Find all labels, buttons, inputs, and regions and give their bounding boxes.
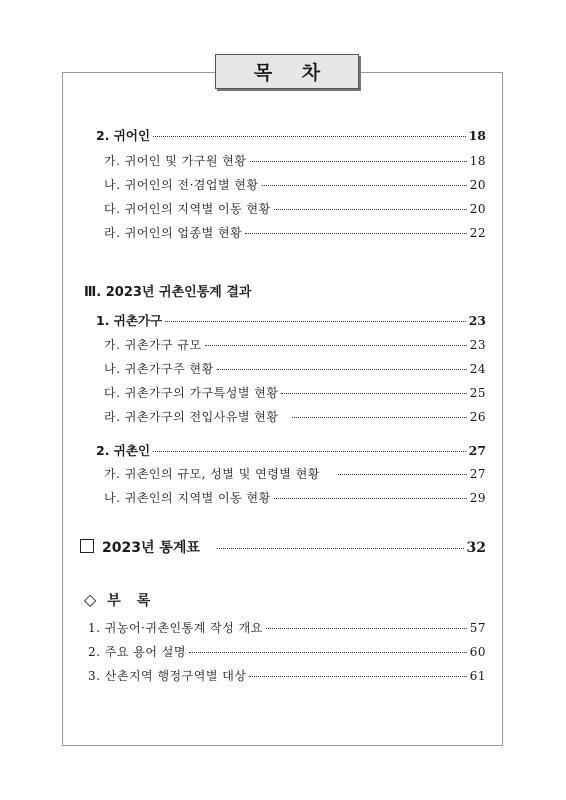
dot-leader: [281, 393, 466, 394]
dot-leader: [249, 676, 466, 677]
toc-item-row[interactable]: [104, 408, 486, 425]
toc-item-label: 나. 귀촌인의 지역별 이동 현황: [104, 491, 271, 505]
chapter-heading[interactable]: Ⅲ. 2023년 귀촌인통계 결과: [84, 285, 252, 300]
toc-section-row[interactable]: [96, 441, 486, 459]
appendix-item-label: 3. 산촌지역 행정구역별 대상: [88, 669, 247, 683]
toc-page-number: 26: [469, 410, 486, 424]
toc-page-number: 27: [468, 443, 486, 458]
toc-item-row[interactable]: [104, 200, 486, 217]
toc-item-row[interactable]: [104, 465, 486, 482]
toc-item-label: 가. 귀촌인의 규모, 성별 및 연령별 현황: [104, 467, 320, 481]
toc-item-label: 가. 귀촌가구 규모: [104, 338, 202, 352]
dot-leader: [262, 185, 467, 186]
toc-item-label: 다. 귀어인의 지역별 이동 현황: [104, 202, 271, 216]
toc-page-number: 25: [469, 386, 486, 400]
appendix-item-row[interactable]: [88, 667, 486, 684]
appendix-heading-row[interactable]: [84, 590, 156, 610]
toc-item-row[interactable]: [104, 384, 486, 401]
appendix-item-row[interactable]: [88, 619, 486, 636]
toc-title: 목 차: [253, 62, 332, 84]
appendix-item-label: 1. 귀농어·귀촌인통계 작성 개요: [88, 621, 263, 635]
dot-leader: [153, 136, 466, 137]
dot-leader: [217, 369, 467, 370]
dot-leader: [250, 161, 467, 162]
toc-page-number: 27: [469, 467, 486, 481]
appendix-item-label: 2. 주요 용어 설명: [88, 645, 186, 659]
toc-page-number: 23: [469, 338, 486, 352]
toc-item-row[interactable]: [104, 176, 486, 193]
appendix-heading: 부 록: [107, 593, 156, 609]
dot-leader: [274, 209, 467, 210]
square-icon: [80, 539, 94, 553]
toc-item-row[interactable]: [104, 360, 486, 377]
toc-item-row[interactable]: [104, 224, 486, 241]
dot-leader: [165, 321, 465, 322]
dot-leader: [274, 498, 467, 499]
toc-item-label: 다. 귀촌가구의 가구특성별 현황: [104, 386, 279, 400]
toc-page-number: 24: [469, 362, 486, 376]
toc-stats-table-label: 2023년 통계표: [102, 540, 200, 556]
toc-item-row[interactable]: [104, 489, 486, 506]
dot-leader: [266, 628, 467, 629]
toc-section-row[interactable]: [96, 311, 486, 329]
toc-item-row[interactable]: [104, 336, 486, 353]
toc-section-label: 1. 귀촌가구: [96, 313, 163, 328]
toc-item-label: 나. 귀촌가구주 현황: [104, 362, 214, 376]
toc-page-number: 60: [469, 645, 486, 659]
toc-page-number: 57: [469, 621, 486, 635]
toc-page-number: 23: [468, 313, 486, 328]
toc-page-number: 61: [469, 669, 486, 683]
toc-page-number: 20: [469, 178, 486, 192]
toc-item-label: 가. 귀어인 및 가구원 현황: [104, 154, 247, 168]
toc-page-number: 32: [466, 540, 486, 556]
toc-page-number: 20: [469, 202, 486, 216]
dot-leader: [338, 474, 467, 475]
toc-item-label: 나. 귀어인의 전·겸업별 현황: [104, 178, 259, 192]
dot-leader: [245, 233, 467, 234]
toc-item-label: 라. 귀어인의 업종별 현황: [104, 226, 243, 240]
toc-item-label: 라. 귀촌가구의 전입사유별 현황: [104, 410, 279, 424]
toc-section-label: 2. 귀어인: [96, 128, 151, 143]
toc-item-row[interactable]: [104, 152, 486, 169]
dot-leader: [189, 652, 467, 653]
toc-title-box: [215, 54, 359, 89]
dot-leader: [205, 345, 467, 346]
toc-page-number: 22: [469, 226, 486, 240]
dot-leader: [292, 417, 466, 418]
toc-page-number: 29: [469, 491, 486, 505]
toc-page-number: 18: [468, 128, 486, 143]
toc-stats-table-row[interactable]: [80, 537, 486, 557]
toc-section-label: 2. 귀촌인: [96, 443, 151, 458]
appendix-item-row[interactable]: [88, 643, 486, 660]
diamond-icon: ◇: [84, 590, 97, 609]
dot-leader: [153, 451, 466, 452]
toc-section-row[interactable]: [96, 126, 486, 144]
toc-page-number: 18: [469, 154, 486, 168]
dot-leader: [217, 548, 464, 549]
